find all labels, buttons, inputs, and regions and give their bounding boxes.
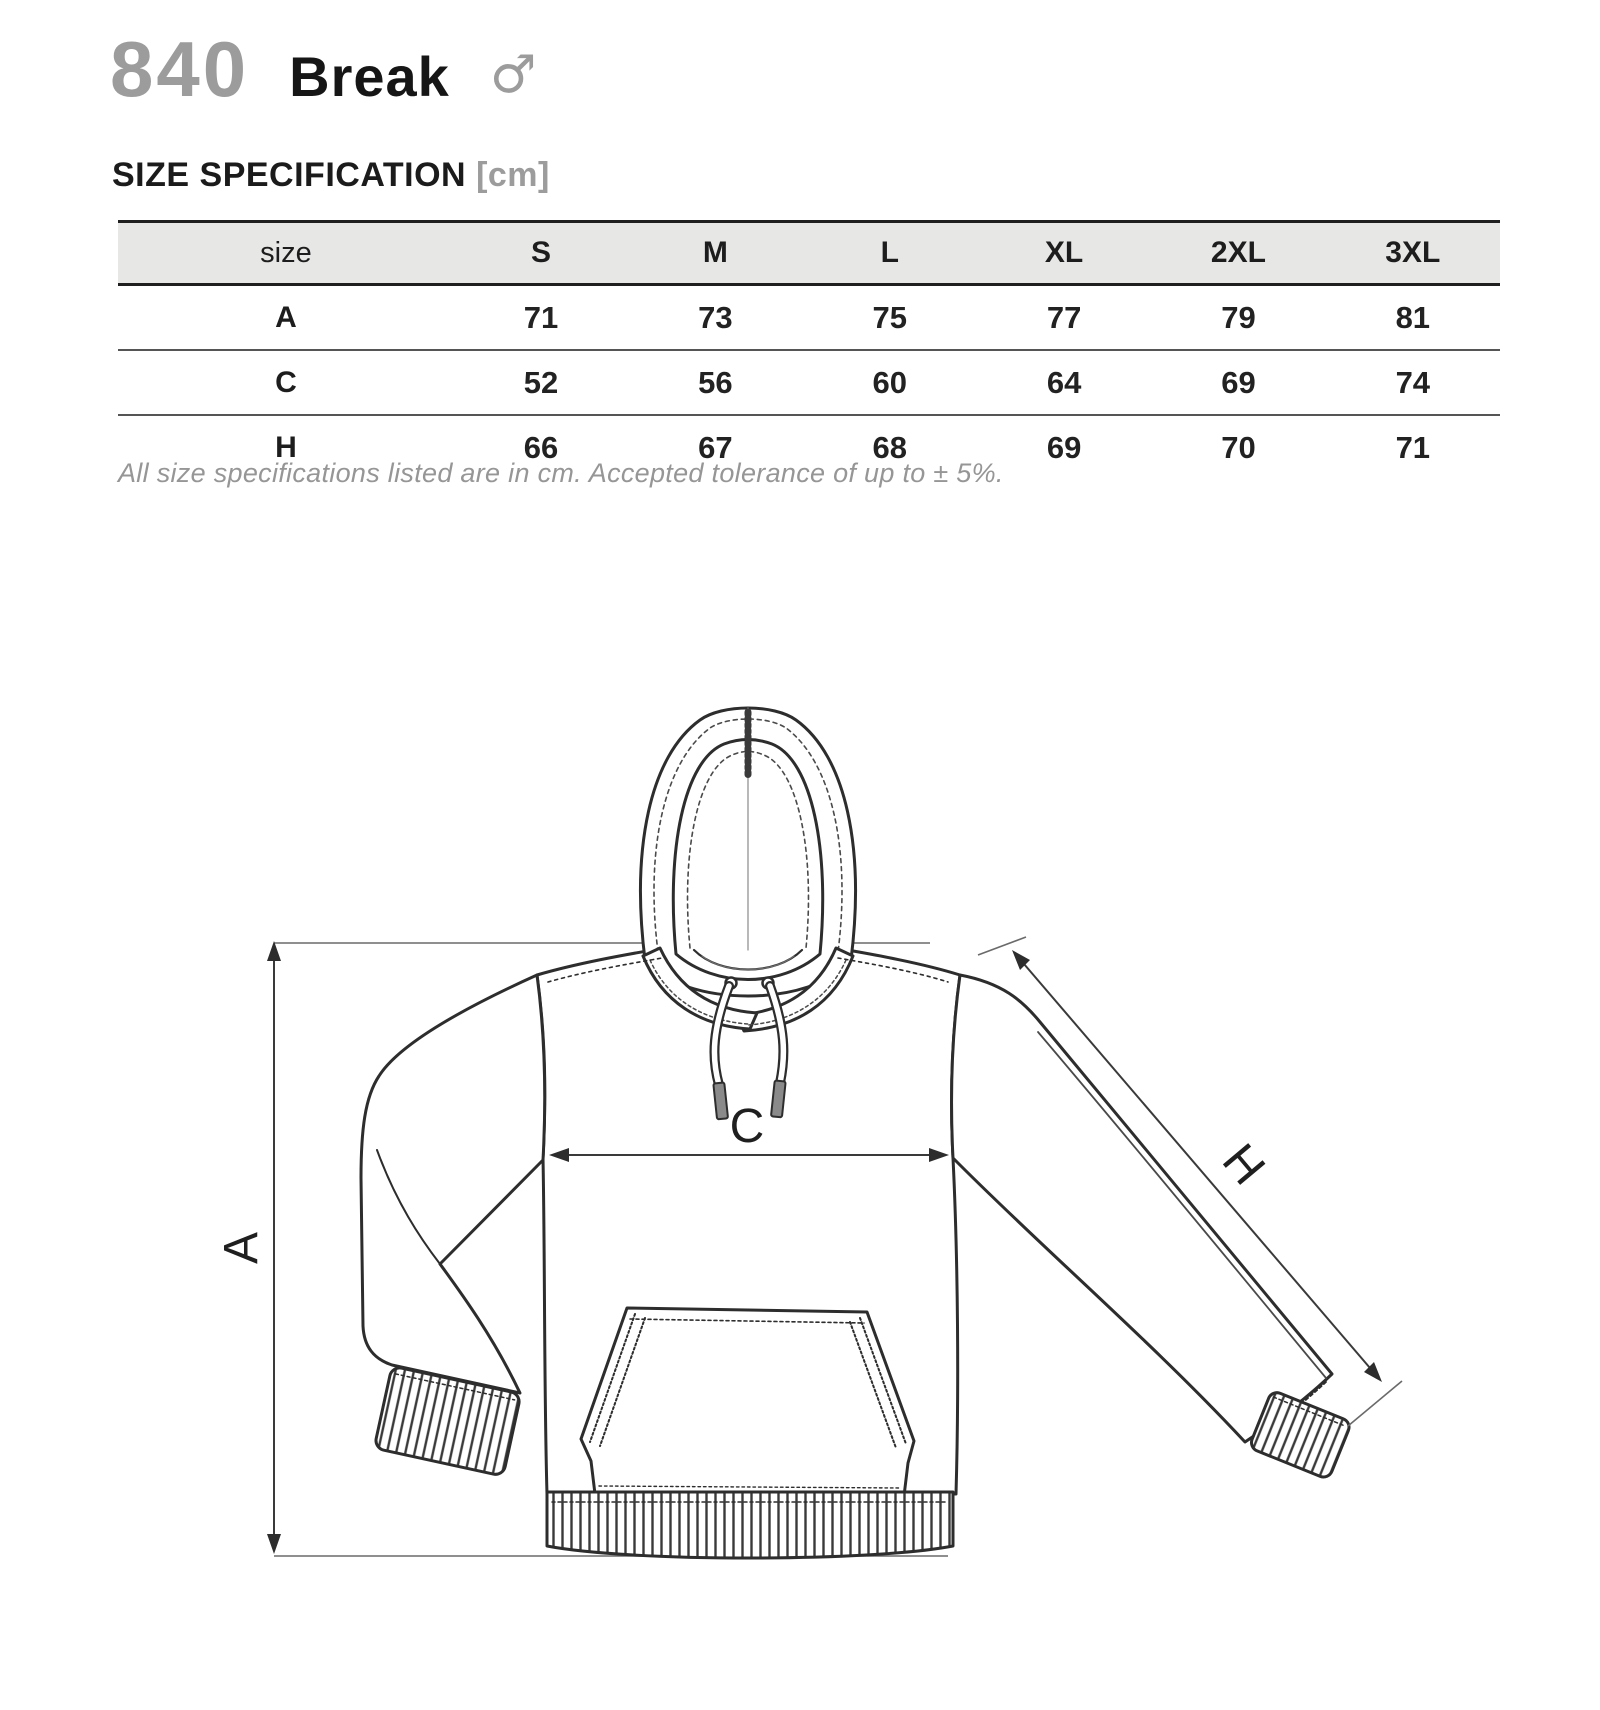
right-sleeve-outline (951, 975, 1332, 1442)
column-header-l: L (803, 222, 977, 285)
cell-value: 60 (803, 350, 977, 415)
row-label: A (275, 300, 297, 334)
column-header-xl: XL (977, 222, 1151, 285)
product-name: Break (289, 45, 450, 108)
cell-value: 77 (1046, 299, 1082, 335)
table-row-a (118, 285, 1500, 351)
product-code: 840 (110, 25, 250, 113)
cell-value: 74 (1326, 350, 1500, 415)
cell-value: 71 (523, 299, 559, 335)
cell-value: 69 (1151, 350, 1325, 415)
cell-value: 70 (1151, 415, 1325, 479)
cell-value: 71 (1326, 415, 1500, 479)
unit-label: [cm] (476, 156, 550, 194)
cell-value: 52 (454, 350, 628, 415)
cell-value: 73 (698, 299, 733, 335)
section-title (112, 156, 550, 195)
column-header-size: size (118, 222, 454, 285)
left-sleeve-outline (361, 975, 545, 1393)
row-label: C (118, 350, 454, 415)
column-header-2xl: 2XL (1151, 222, 1325, 285)
arrowhead-a-bottom (267, 1534, 281, 1554)
section-title-text: SIZE SPECIFICATION (112, 156, 467, 194)
right-drawcord-aglet (771, 1080, 786, 1117)
column-header-3xl: 3XL (1326, 222, 1500, 285)
arrowhead-a-top (267, 941, 281, 961)
tolerance-footnote: All size specifications listed are in cm. Accepted tolerance of up to ± 5%. (118, 458, 1004, 488)
row-label: H (118, 415, 454, 479)
cell-value: 64 (977, 350, 1151, 415)
h-extension-tick-top (978, 937, 1026, 955)
table-header-row (118, 222, 1500, 285)
cell-value: 75 (872, 299, 907, 335)
cell-value: 67 (628, 415, 802, 479)
male-gender-icon: ♂ (489, 45, 537, 105)
dimension-label-h: H (1211, 1134, 1275, 1195)
hoodie-measurement-diagram (0, 595, 1600, 1710)
h-extension-tick-bottom (1348, 1381, 1402, 1426)
cell-value: 56 (628, 350, 802, 415)
dimension-label-a: A (215, 1231, 268, 1265)
cell-value: 66 (454, 415, 628, 479)
left-drawcord-aglet (713, 1082, 728, 1119)
kangaroo-pocket-outline (581, 1308, 914, 1496)
table-row-c (118, 350, 1500, 415)
column-header-m: M (628, 222, 802, 285)
cell-value: 79 (1221, 299, 1256, 335)
cell-value: 69 (977, 415, 1151, 479)
size-specification-table (118, 220, 1500, 479)
column-header-s: S (454, 222, 628, 285)
product-header (110, 25, 537, 113)
cell-value: 68 (803, 415, 977, 479)
cell-value: 81 (1395, 299, 1431, 335)
dimension-label-c: C (729, 1100, 765, 1153)
